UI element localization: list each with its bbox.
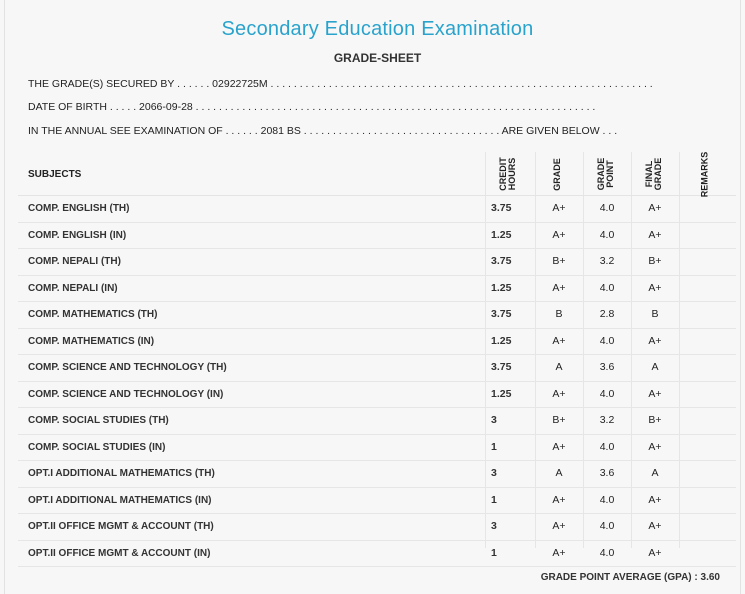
cell-final-grade: B+ xyxy=(648,255,662,267)
table-row xyxy=(18,276,736,303)
cell-grade: A xyxy=(555,361,563,373)
cell-subject: COMP. MATHEMATICS (IN) xyxy=(28,335,155,347)
cell-grade-point: 4.0 xyxy=(599,493,615,506)
cell-subject: OPT.I ADDITIONAL MATHEMATICS (IN) xyxy=(28,494,212,506)
cell-final-grade: A+ xyxy=(648,520,662,532)
cell-credit-hours: 1.25 xyxy=(491,387,512,400)
header-grade-point-label: GRADE POINT xyxy=(595,157,615,191)
cell-grade-point: 4.0 xyxy=(599,281,615,294)
cell-subject: COMP. MATHEMATICS (TH) xyxy=(28,309,158,320)
header-grade-point xyxy=(583,154,628,194)
info-secured-by: THE GRADE(S) SECURED BY . . . . . . 02922725M . . . . . . . . . . . . . . . . . . . . . . . . . . . . . . . . . . . . . . . . . . . . . . . . . . . . . . . . . . . . . . . . . . xyxy=(28,78,653,90)
table-row xyxy=(18,223,736,250)
cell-subject: COMP. NEPALI (IN) xyxy=(28,282,118,294)
cell-credit-hours: 3.75 xyxy=(491,308,512,320)
cell-grade: A+ xyxy=(552,228,566,241)
table-row xyxy=(18,408,736,435)
cell-grade: A+ xyxy=(552,440,566,453)
cell-grade: A+ xyxy=(552,493,566,506)
cell-final-grade: A+ xyxy=(648,281,662,294)
cell-credit-hours: 1 xyxy=(491,440,497,453)
table-row xyxy=(18,382,736,409)
header-final-grade-label: FINAL GRADE xyxy=(643,157,663,191)
cell-grade: A xyxy=(555,467,563,479)
page-subtitle: GRADE-SHEET xyxy=(333,51,422,65)
cell-grade-point: 3.2 xyxy=(599,414,615,426)
page-title: Secondary Education Examination xyxy=(221,18,534,40)
cell-grade: A+ xyxy=(552,387,566,400)
info-examination: IN THE ANNUAL SEE EXAMINATION OF . . . . . . 2081 BS . . . . . . . . . . . . . . . . . . . . . . . . . . . . . . . . . . ARE GIVEN BELOW . . . xyxy=(28,125,618,137)
cell-grade-point: 4.0 xyxy=(599,334,615,347)
table-row xyxy=(18,514,736,541)
cell-grade: A+ xyxy=(552,281,566,294)
cell-grade-point: 4.0 xyxy=(599,202,615,214)
cell-final-grade: A+ xyxy=(648,546,662,559)
cell-grade: A+ xyxy=(552,546,566,559)
cell-credit-hours: 3.75 xyxy=(491,202,512,214)
grade-sheet xyxy=(4,0,741,594)
cell-grade: B+ xyxy=(552,255,566,267)
table-row xyxy=(18,541,736,568)
table-row xyxy=(18,461,736,488)
table-row xyxy=(18,488,736,515)
header-remarks-label: REMARKS xyxy=(699,151,710,197)
cell-grade-point: 3.6 xyxy=(599,467,615,479)
table-row xyxy=(18,249,736,276)
table-row xyxy=(18,302,736,329)
cell-final-grade: A+ xyxy=(648,334,662,347)
cell-subject: COMP. NEPALI (TH) xyxy=(28,256,121,267)
cell-subject: COMP. SCIENCE AND TECHNOLOGY (TH) xyxy=(28,362,227,373)
header-remarks xyxy=(682,152,727,196)
cell-subject: COMP. ENGLISH (IN) xyxy=(28,229,127,241)
grade-table xyxy=(18,152,736,567)
cell-grade: B+ xyxy=(552,414,566,426)
cell-grade: B xyxy=(555,308,563,320)
table-row xyxy=(18,329,736,356)
cell-credit-hours: 3 xyxy=(491,414,497,426)
header-credit-hours xyxy=(485,154,530,194)
cell-grade: A+ xyxy=(552,520,566,532)
cell-credit-hours: 1 xyxy=(491,493,497,506)
header-subjects: SUBJECTS xyxy=(28,169,82,180)
cell-credit-hours: 1 xyxy=(491,546,497,559)
info-date-of-birth: DATE OF BIRTH . . . . . 2066-09-28 . . . . . . . . . . . . . . . . . . . . . . . . . . . . . . . . . . . . . . . . . . . . . . . . . . . . . . . . . . . . . . . . . . . . . xyxy=(28,101,596,113)
cell-final-grade: A xyxy=(651,361,659,373)
cell-final-grade: B+ xyxy=(648,414,662,426)
cell-grade-point: 4.0 xyxy=(599,228,615,241)
cell-subject: COMP. SOCIAL STUDIES (TH) xyxy=(28,415,169,426)
table-row xyxy=(18,355,736,382)
cell-final-grade: A+ xyxy=(648,228,662,241)
cell-grade: A+ xyxy=(552,202,566,214)
cell-credit-hours: 3.75 xyxy=(491,255,512,267)
gpa-summary: GRADE POINT AVERAGE (GPA) : 3.60 xyxy=(540,572,720,583)
cell-final-grade: A+ xyxy=(648,202,662,214)
cell-grade: A+ xyxy=(552,334,566,347)
cell-grade-point: 4.0 xyxy=(599,440,615,453)
cell-final-grade: A+ xyxy=(648,493,662,506)
cell-grade-point: 4.0 xyxy=(599,387,615,400)
cell-final-grade: A xyxy=(651,467,659,479)
cell-grade-point: 3.6 xyxy=(599,361,615,373)
cell-subject: COMP. SCIENCE AND TECHNOLOGY (IN) xyxy=(28,388,224,400)
cell-credit-hours: 3.75 xyxy=(491,361,512,373)
cell-grade-point: 4.0 xyxy=(599,546,615,559)
cell-grade-point: 2.8 xyxy=(599,308,615,320)
cell-subject: COMP. ENGLISH (TH) xyxy=(28,203,130,214)
cell-final-grade: A+ xyxy=(648,440,662,453)
table-row xyxy=(18,435,736,462)
cell-credit-hours: 3 xyxy=(491,520,497,532)
header-grade-label: GRADE xyxy=(551,157,562,191)
table-header xyxy=(18,152,736,196)
cell-credit-hours: 1.25 xyxy=(491,228,512,241)
cell-credit-hours: 1.25 xyxy=(491,281,512,294)
cell-subject: OPT.I ADDITIONAL MATHEMATICS (TH) xyxy=(28,468,215,479)
cell-final-grade: A+ xyxy=(648,387,662,400)
cell-grade-point: 3.2 xyxy=(599,255,615,267)
cell-subject: COMP. SOCIAL STUDIES (IN) xyxy=(28,441,166,453)
header-final-grade xyxy=(631,154,676,194)
cell-subject: OPT.II OFFICE MGMT & ACCOUNT (TH) xyxy=(28,521,214,532)
header-credit-hours-label: CREDIT HOURS xyxy=(497,157,517,191)
cell-credit-hours: 1.25 xyxy=(491,334,512,347)
header-grade xyxy=(535,154,580,194)
cell-credit-hours: 3 xyxy=(491,467,497,479)
cell-final-grade: B xyxy=(651,308,659,320)
table-row xyxy=(18,196,736,223)
cell-subject: OPT.II OFFICE MGMT & ACCOUNT (IN) xyxy=(28,547,211,559)
cell-grade-point: 4.0 xyxy=(599,520,615,532)
